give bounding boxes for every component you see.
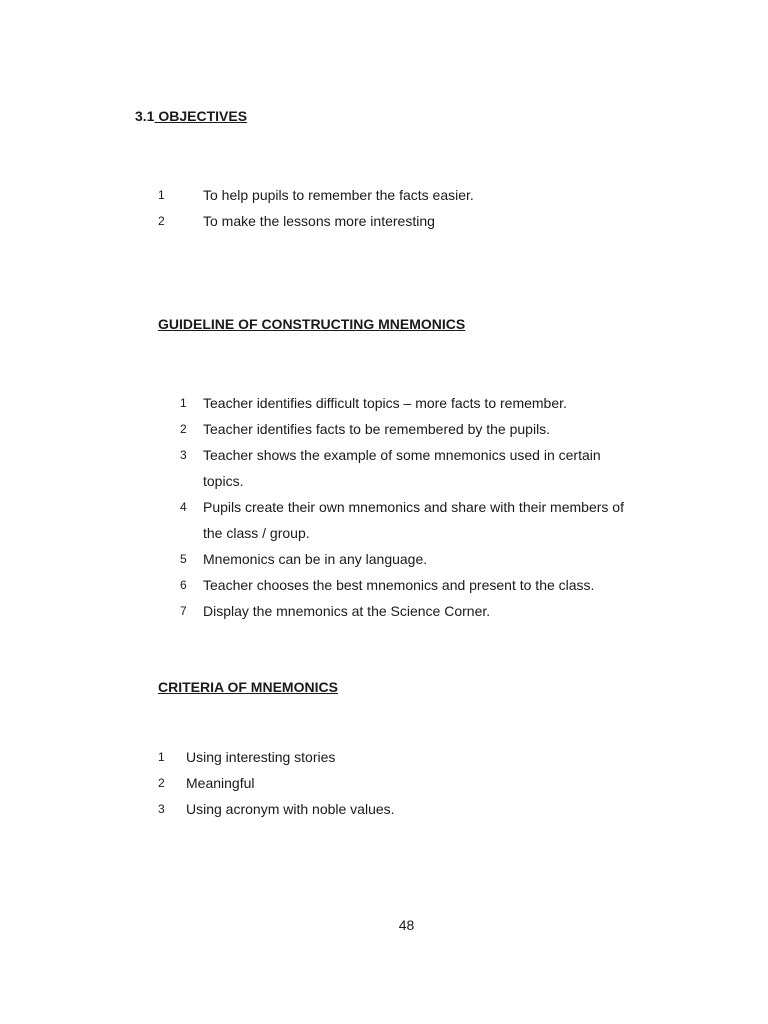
item-number: 2 — [158, 776, 165, 790]
item-text: Display the mnemonics at the Science Corner. — [203, 603, 491, 619]
list-item — [158, 744, 718, 770]
item-number: 4 — [180, 500, 187, 514]
list-item — [180, 546, 720, 572]
criteria-title: CRITERIA OF MNEMONICS — [158, 679, 338, 695]
section-title: OBJECTIVES — [154, 108, 248, 124]
list-item — [180, 598, 720, 624]
list-item — [180, 442, 720, 494]
item-text: Meaningful — [186, 775, 255, 791]
item-text: Using interesting stories — [186, 749, 336, 765]
item-number: 3 — [158, 802, 165, 816]
list-item — [158, 796, 718, 822]
item-text: To make the lessons more interesting — [203, 213, 435, 229]
page-number: 48 — [398, 917, 415, 933]
item-text: Mnemonics can be in any language. — [203, 551, 428, 567]
objectives-list — [158, 182, 718, 234]
list-item — [180, 390, 720, 416]
item-text: Teacher shows the example of some mnemonics used in certain — [203, 447, 601, 463]
list-item — [180, 494, 720, 546]
guideline-list — [180, 390, 720, 624]
list-item — [158, 182, 718, 208]
section-number: 3.1 — [135, 108, 155, 124]
item-text: Using acronym with noble values. — [186, 801, 395, 817]
list-item — [158, 208, 718, 234]
item-number: 5 — [180, 552, 187, 566]
guideline-title: GUIDELINE OF CONSTRUCTING MNEMONICS — [158, 316, 466, 332]
item-number: 1 — [180, 396, 187, 410]
item-text: Teacher chooses the best mnemonics and present to the class. — [203, 577, 595, 593]
item-number: 7 — [180, 604, 187, 618]
item-text-continuation: the class / group. — [203, 525, 310, 541]
item-number: 6 — [180, 578, 187, 592]
item-text: Teacher identifies difficult topics – more facts to remember. — [203, 395, 567, 411]
list-item — [180, 572, 720, 598]
item-number: 3 — [180, 448, 187, 462]
item-number: 1 — [158, 188, 165, 202]
list-item — [158, 770, 718, 796]
item-text: Pupils create their own mnemonics and share with their members of — [203, 499, 624, 515]
guideline-heading — [158, 316, 465, 332]
item-number: 1 — [158, 750, 165, 764]
item-number: 2 — [180, 422, 187, 436]
item-text-continuation: topics. — [203, 473, 244, 489]
item-text: Teacher identifies facts to be remembered by the pupils. — [203, 421, 551, 437]
criteria-list — [158, 744, 718, 822]
criteria-heading — [158, 679, 338, 695]
section-heading-objectives — [135, 108, 247, 124]
item-text: To help pupils to remember the facts easier. — [203, 187, 474, 203]
item-number: 2 — [158, 214, 165, 228]
list-item — [180, 416, 720, 442]
